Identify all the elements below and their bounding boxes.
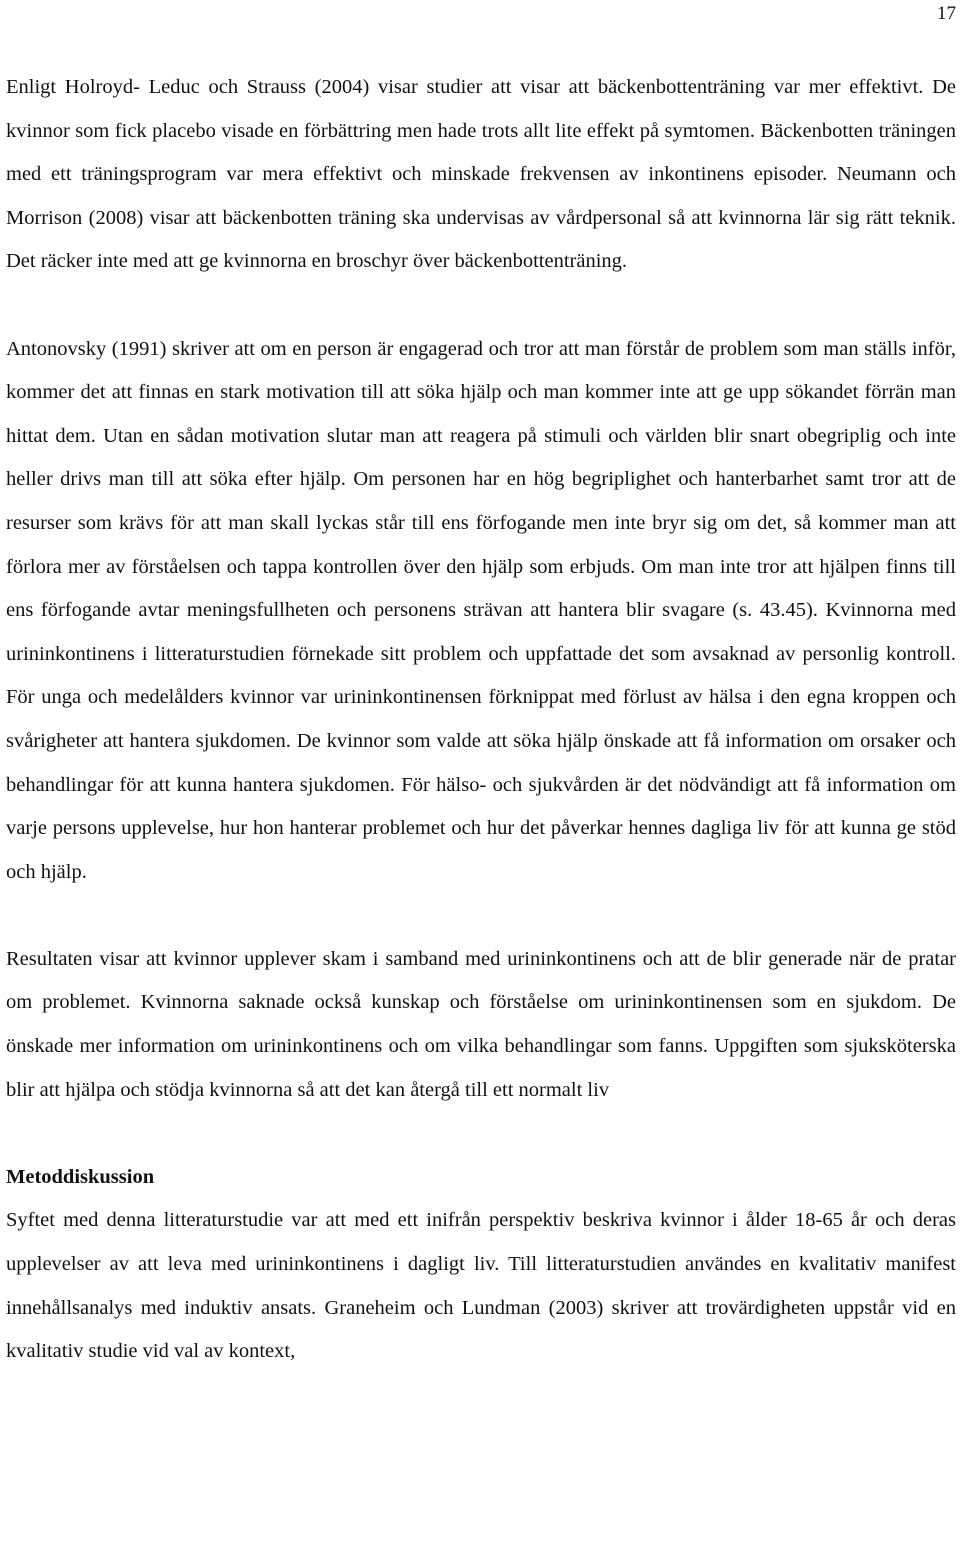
paragraph-metoddiskussion: Syftet med denna litteraturstudie var att med ett inifrån perspektiv beskriva kvinnor i ålder 18-65 år och deras upplevelser av att leva med urininkontinens i dagligt liv. Till litteraturstudien användes en kvalitativ manifest innehållsanalys med induktiv ansats. Graneheim och Lundman (2003) skriver att trovärdigheten uppstår vid en kvalitativ studie vid val av kontext, bbox=[6, 1209, 956, 1363]
section-heading: Metoddiskussion bbox=[6, 1165, 155, 1188]
paragraph-results: Resultaten visar att kvinnor upplever skam i samband med urininkontinens och att de blir generade när de pratar om problemet. Kvinnorna saknade också kunskap och förståelse om urininkontinensen som en sjukdom. De önskade mer information om urininkontinens och om vilka behandlingar som fanns. Uppgiften som sjuksköterska blir att hjälpa och stödja kvinnorna så att det kan återgå till ett normalt liv bbox=[6, 947, 956, 1101]
paragraph-gap bbox=[6, 894, 956, 938]
document-body bbox=[6, 66, 956, 1374]
paragraph-gap bbox=[6, 284, 956, 328]
paragraph-gap bbox=[6, 1112, 956, 1156]
page-number: 17 bbox=[937, 3, 956, 24]
paragraph-antonovsky: Antonovsky (1991) skriver att om en person är engagerad och tror att man förstår de problem som man ställs inför, kommer det att finnas en stark motivation till att söka hjälp och man kommer inte att ge upp sökandet förrän man hittat dem. Utan en sådan motivation slutar man att reagera på stimuli och världen blir snart obegriplig och inte heller drivs man till att söka efter hjälp. Om personen har en hög begriplighet och hanterbarhet samt tror att de resurser som krävs för att man skall lyckas står till ens förfogande men inte bryr sig om det, så kommer man att förlora mer av förståelsen och tappa kontrollen över den hjälp som erbjuds. Om man inte tror att hjälpen finns till ens förfogande avtar meningsfullheten och personens strävan att hantera blir svagare (s. 43.45). Kvinnorna med urininkontinens i litteraturstudien förnekade sitt problem och uppfattade det som avsaknad av personlig kontroll. För unga och medelålders kvinnor var urininkontinensen förknippat med förlust av hälsa i den egna kroppen och svårigheter att hantera sjukdomen. De kvinnor som valde att söka hjälp önskade att få information om orsaker och behandlingar för att kunna hantera sjukdomen. För hälso- och sjukvården är det nödvändigt att få information om varje persons upplevelse, hur hon hanterar problemet och hur det påverkar hennes dagliga liv för att kunna ge stöd och hjälp. bbox=[6, 337, 956, 883]
paragraph-holroyd-leduc: Enligt Holroyd- Leduc och Strauss (2004) visar studier att visar att bäckenbottenträning var mer effektivt. De kvinnor som fick placebo visade en förbättring men hade trots allt lite effekt på symtomen. Bäckenbotten träningen med ett träningsprogram var mera effektivt och minskade frekvensen av inkontinens episoder. Neumann och Morrison (2008) visar att bäckenbotten träning ska undervisas av vårdpersonal så att kvinnorna lär sig rätt teknik. Det räcker inte med att ge kvinnorna en broschyr över bäckenbottenträning. bbox=[6, 76, 956, 273]
